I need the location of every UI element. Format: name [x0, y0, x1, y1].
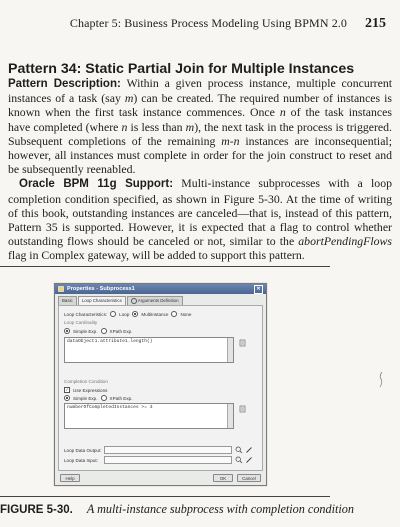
- properties-dialog: [54, 283, 267, 486]
- completion-expression-input[interactable]: numberOfCompletedInstances >= 3: [64, 403, 234, 429]
- edit-icon[interactable]: [245, 456, 253, 464]
- loop-panel: [58, 305, 263, 471]
- dialog-title: Properties - Subprocess1: [67, 286, 135, 292]
- margin-mark: [377, 370, 385, 390]
- lead-label: Pattern Description:: [8, 78, 121, 90]
- use-expressions-checkbox[interactable]: ✓: [65, 387, 69, 392]
- figure-caption-text: A multi-instance subprocess with completion condition: [86, 502, 354, 516]
- loop-characteristics-row: Loop Characteristics: Loop MultiInstance None: [64, 311, 192, 317]
- loop-cardinality-label: Loop Cardinality: [64, 320, 98, 325]
- completion-condition-label: Completion Condition: [64, 379, 108, 384]
- ok-button[interactable]: OK: [213, 474, 233, 482]
- loop-data-input-label: Loop Data Input:: [64, 458, 98, 463]
- cardinality-expr-type: Simple Exp. XPath Exp.: [64, 328, 133, 334]
- cardinality-expression-input[interactable]: dataObject1.attribute1.length(): [64, 337, 234, 363]
- scrollbar[interactable]: [227, 338, 233, 362]
- radio-multiinstance[interactable]: [132, 311, 138, 317]
- tab-bar: [55, 294, 266, 305]
- paragraph-description: Pattern Description: Within a given process instance, multiple concurrent instances of a task (say m) can be created. The required number of instances is known when the first task instance commences. Once n of the task instances have completed (where n is less than m), the next task in the process is triggered. Subsequent completions of the remaining m-n instances are inconsequential; however, all instances must complete in order for the join construct to reset and be subsequently reenabled.: [8, 76, 393, 177]
- body-text: [8, 76, 392, 263]
- loop-data-output-field[interactable]: [104, 446, 232, 454]
- cancel-button[interactable]: Cancel: [237, 474, 261, 482]
- search-icon[interactable]: [235, 446, 243, 454]
- scrollbar[interactable]: [227, 404, 233, 428]
- running-header: [62, 16, 386, 32]
- lead-label: Oracle BPM 11g Support:: [19, 178, 174, 191]
- loop-characteristics-label: Loop Characteristics:: [64, 311, 108, 317]
- expression-builder-icon[interactable]: [239, 339, 247, 347]
- dialog-titlebar[interactable]: [55, 284, 266, 294]
- loop-data-output-label: Loop Data Output:: [64, 448, 102, 453]
- figure-bottom-rule: [0, 496, 330, 497]
- expression-builder-icon[interactable]: [239, 405, 247, 413]
- paragraph-oracle-support: Oracle BPM 11g Support: Multi-instance subprocesses with a loop completion condition specified, as shown in Figure 5-30. At the time of writing of this book, outstanding instances are canceled—that is, instead of this pattern, Pattern 35 is supported. However, it is expected that a flag to control whether outstanding flows should be canceled or not, similar to the abortPendingFlows flag in Complex gateway, will be added to support this pattern.: [8, 176, 393, 263]
- figure-top-rule: [0, 266, 330, 267]
- radio-xpath-exp[interactable]: [101, 395, 107, 401]
- completion-expr-type: Simple Exp. XPath Exp.: [64, 395, 133, 401]
- chapter-title: Chapter 5: Business Process Modeling Using BPMN 2.0: [69, 16, 347, 30]
- radio-simple-exp[interactable]: [64, 395, 70, 401]
- edit-icon[interactable]: [245, 446, 253, 454]
- help-button[interactable]: Help: [60, 474, 80, 482]
- search-icon[interactable]: [235, 456, 243, 464]
- radio-xpath-exp[interactable]: [101, 328, 107, 334]
- properties-icon: [58, 286, 64, 292]
- radio-loop[interactable]: [110, 311, 116, 317]
- figure-label: FIGURE 5-30.: [0, 504, 73, 516]
- tab-basic[interactable]: Basic: [58, 296, 77, 305]
- radio-simple-exp[interactable]: [64, 328, 70, 334]
- radio-none[interactable]: [171, 311, 177, 317]
- use-expressions-row: ✓ Use Expressions: [65, 387, 108, 393]
- close-icon[interactable]: ✕: [254, 285, 263, 294]
- tab-loop-characteristics[interactable]: Loop Characteristics: [78, 296, 126, 305]
- figure-caption: [0, 502, 400, 517]
- info-icon: [131, 298, 137, 304]
- tab-arguments-definition[interactable]: Arguments Definition: [127, 296, 183, 305]
- page-number: 215: [365, 16, 386, 31]
- loop-data-input-field[interactable]: [104, 456, 232, 464]
- section-title: Pattern 34: Static Partial Join for Multiple Instances: [8, 61, 355, 77]
